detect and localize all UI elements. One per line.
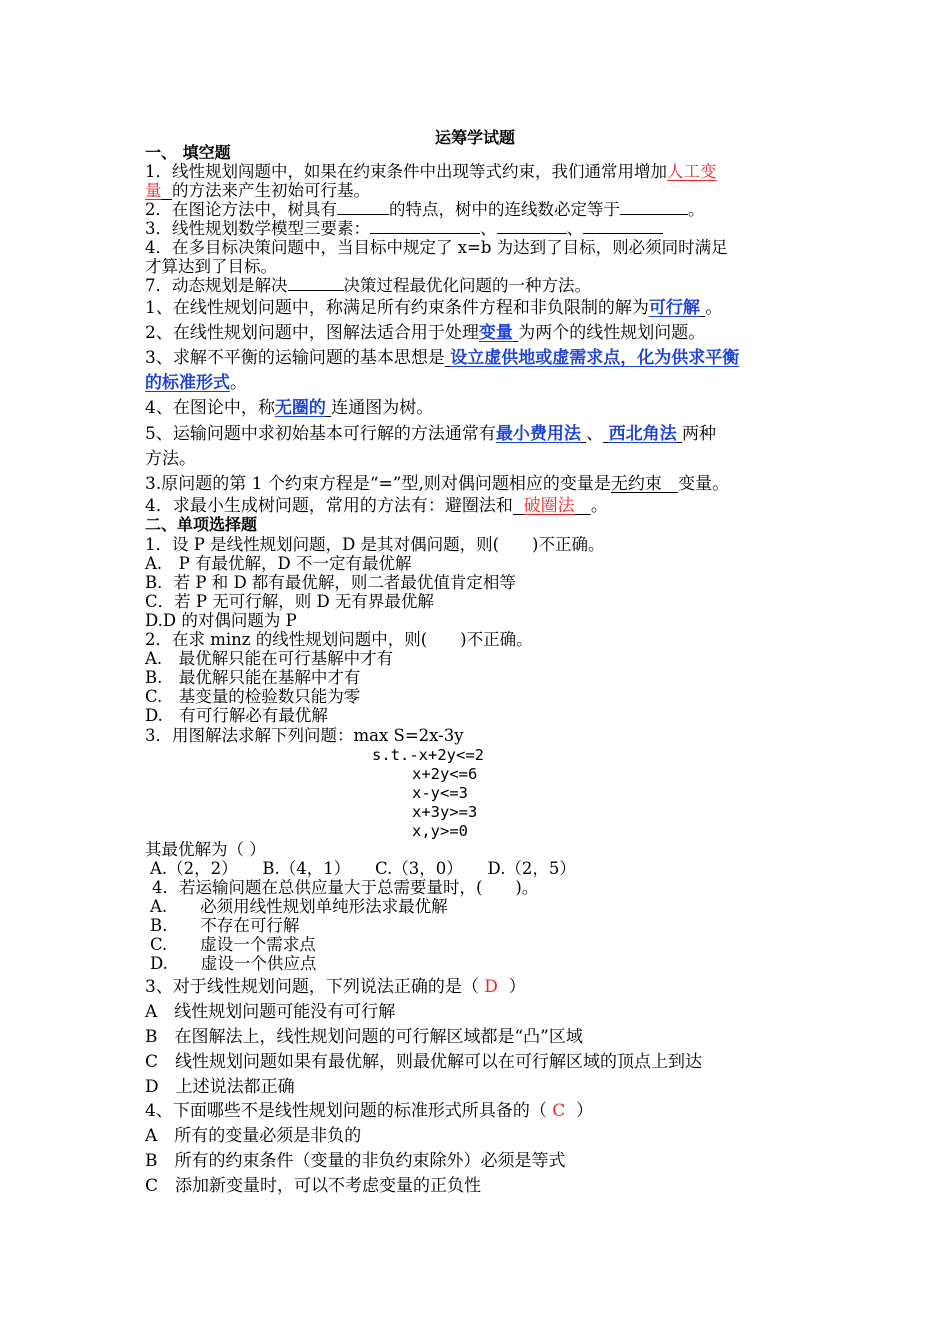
answer-text: 量 [145, 181, 162, 200]
fill-question-b5-cont: 方法。 [145, 449, 196, 469]
question-text: 决策过程最优化问题的一种方法。 [343, 276, 591, 295]
question-4-line1: 4．在多目标决策问题中，当目标中规定了 x=b 为达到了目标，则必须同时满足 [145, 238, 728, 257]
question-2 [145, 200, 705, 220]
answer-text: 无约束 [610, 474, 662, 494]
question-text: 2．在图论方法中，树具有 [145, 200, 337, 219]
choice-option: C 添加新变量时，可以不考虑变量的正负性 [145, 1176, 482, 1196]
separator: 、 [566, 219, 583, 238]
question-text: ） [576, 1101, 594, 1121]
choice-options-row: A.（2，2） B.（4，1） C.（3，0） D.（2，5） [150, 859, 576, 878]
fill-question-b3 [145, 348, 739, 368]
constraint-line: x+2y<=6 [412, 765, 478, 783]
answer-text: 破圈法 [523, 496, 575, 516]
choice-option: D.D 的对偶问题为 P [145, 611, 297, 630]
answer-blank [583, 219, 663, 234]
constraint-line: s.t.-x+2y<=2 [372, 746, 484, 764]
question-text: 。 [590, 496, 608, 516]
choice-option: B 在图解法上，线性规划问题的可行解区域都是“凸”区域 [145, 1027, 583, 1047]
separator: 、 [480, 219, 497, 238]
choice-option: D 上述说法都正确 [145, 1077, 295, 1097]
question-text: 为两个的线性规划问题。 [518, 323, 706, 343]
choice-option: C．若 P 无可行解，则 D 无有界最优解 [145, 592, 434, 611]
constraint-line: x-y<=3 [412, 784, 468, 802]
fill-question-c4 [145, 496, 608, 516]
choice-question-2: 2．在求 minz 的线性规划问题中，则( )不正确。 [145, 630, 533, 649]
answer-text: C [552, 1101, 566, 1121]
answer-text: 设立虚供地或虚需求点，化为供求平衡 [450, 348, 740, 368]
question-text: ） [508, 977, 526, 997]
choice-option: B. 最优解只能在基解中才有 [145, 668, 361, 687]
fill-question-c3 [145, 474, 729, 494]
fill-question-b3-cont [145, 373, 247, 393]
choice-option: B. 不存在可行解 [150, 916, 300, 935]
answer-blank [337, 200, 389, 215]
choice-option: C 线性规划问题如果有最优解，则最优解可以在可行解区域的顶点上到达 [145, 1052, 703, 1072]
question-text: 3．线性规划数学模型三要素： [145, 219, 370, 238]
question-text: 的方法来产生初始可行基。 [172, 181, 370, 200]
answer-blank [620, 200, 688, 215]
question-text: 。 [688, 200, 705, 219]
choice-option: B．若 P 和 D 都有最优解，则二者最优值肯定相等 [145, 573, 516, 592]
choice-option: A. 必须用线性规划单纯形法求最优解 [150, 897, 448, 916]
question-text: 3、求解不平衡的运输问题的基本思想是 [145, 348, 445, 368]
question-text: 变量。 [678, 474, 730, 494]
answer-text: 的标准形式 [145, 373, 230, 393]
answer-text: 变量 [478, 323, 513, 343]
choice-option: D. 虚设一个供应点 [150, 954, 317, 973]
question-text: 3、对于线性规划问题，下列说法正确的是（ [145, 977, 479, 997]
question-text: 4、在图论中，称 [145, 398, 275, 418]
choice-option: A 所有的变量必须是非负的 [145, 1126, 362, 1146]
question-7 [145, 276, 591, 296]
choice-question-3: 3．用图解法求解下列问题：max S=2x-3y [145, 726, 464, 745]
choice-question-4: 4．若运输问题在总供应量大于总需要量时，( )。 [152, 878, 539, 897]
question-text: 两种 [682, 424, 717, 444]
question-1 [145, 162, 717, 182]
choice-option: A. 最优解只能在可行基解中才有 [145, 649, 394, 668]
choice-option: A. P 有最优解，D 不一定有最优解 [145, 554, 412, 573]
section-heading-choice: 二、单项选择题 [145, 515, 258, 534]
question-1-cont [145, 181, 370, 201]
question-text: 2、在线性规划问题中，图解法适合用于处理 [145, 323, 479, 343]
question-text: 连通图为树。 [331, 398, 434, 418]
question-text: 。 [230, 373, 247, 393]
fill-question-b4 [145, 398, 433, 418]
choice-question-1: 1．设 P 是线性规划问题，D 是其对偶问题，则( )不正确。 [145, 535, 605, 554]
question-text: 3.原问题的第 1 个约束方程是“=”型,则对偶问题相应的变量是 [145, 474, 611, 494]
section-heading-fill-in: 一、 填空题 [145, 143, 231, 162]
answer-text: D [484, 977, 498, 997]
fill-question-b1 [145, 298, 722, 318]
question-text: 4．求最小生成树问题，常用的方法有：避圈法和 [145, 496, 513, 516]
question-text: 的特点，树中的连线数必定等于 [389, 200, 620, 219]
choice-option: C. 基变量的检验数只能为零 [145, 687, 361, 706]
question-text: 4、下面哪些不是线性规划问题的标准形式所具备的（ [145, 1101, 547, 1121]
question-text: 5、运输问题中求初始基本可行解的方法通常有 [145, 424, 496, 444]
constraint-line: x,y>=0 [412, 822, 468, 840]
choice-question-r3 [145, 977, 526, 997]
fill-question-b2 [145, 323, 705, 343]
question-text: 7．动态规划是解决 [145, 276, 288, 295]
separator: 、 [586, 424, 604, 444]
answer-text: 无圈的 [274, 398, 326, 418]
answer-text: 最小费用法 [495, 424, 581, 444]
page-title: 运筹学试题 [434, 128, 515, 147]
question-3 [145, 219, 663, 239]
question-4-line2: 才算达到了目标。 [145, 257, 277, 276]
optimal-solution-prompt: 其最优解为（ ） [145, 840, 266, 859]
answer-blank [497, 219, 567, 234]
fill-question-b5 [145, 424, 716, 444]
answer-text: 可行解 [648, 298, 700, 318]
answer-text: 人工变 [667, 162, 717, 181]
constraint-line: x+3y>=3 [412, 803, 478, 821]
answer-blank [370, 219, 480, 234]
question-text: 。 [705, 298, 723, 318]
choice-option: A 线性规划问题可能没有可行解 [145, 1002, 396, 1022]
answer-text: 西北角法 [608, 424, 677, 444]
choice-option: D. 有可行解必有最优解 [145, 706, 328, 725]
question-text: 1、在线性规划问题中，称满足所有约束条件方程和非负限制的解为 [145, 298, 649, 318]
choice-option: C. 虚设一个需求点 [150, 935, 316, 954]
answer-blank [288, 276, 344, 291]
question-text: 1．线性规划闯题中，如果在约束条件中出现等式约束，我们通常用增加 [145, 162, 667, 181]
choice-option: B 所有的约束条件（变量的非负约束除外）必须是等式 [145, 1151, 566, 1171]
choice-question-r4 [145, 1101, 593, 1121]
